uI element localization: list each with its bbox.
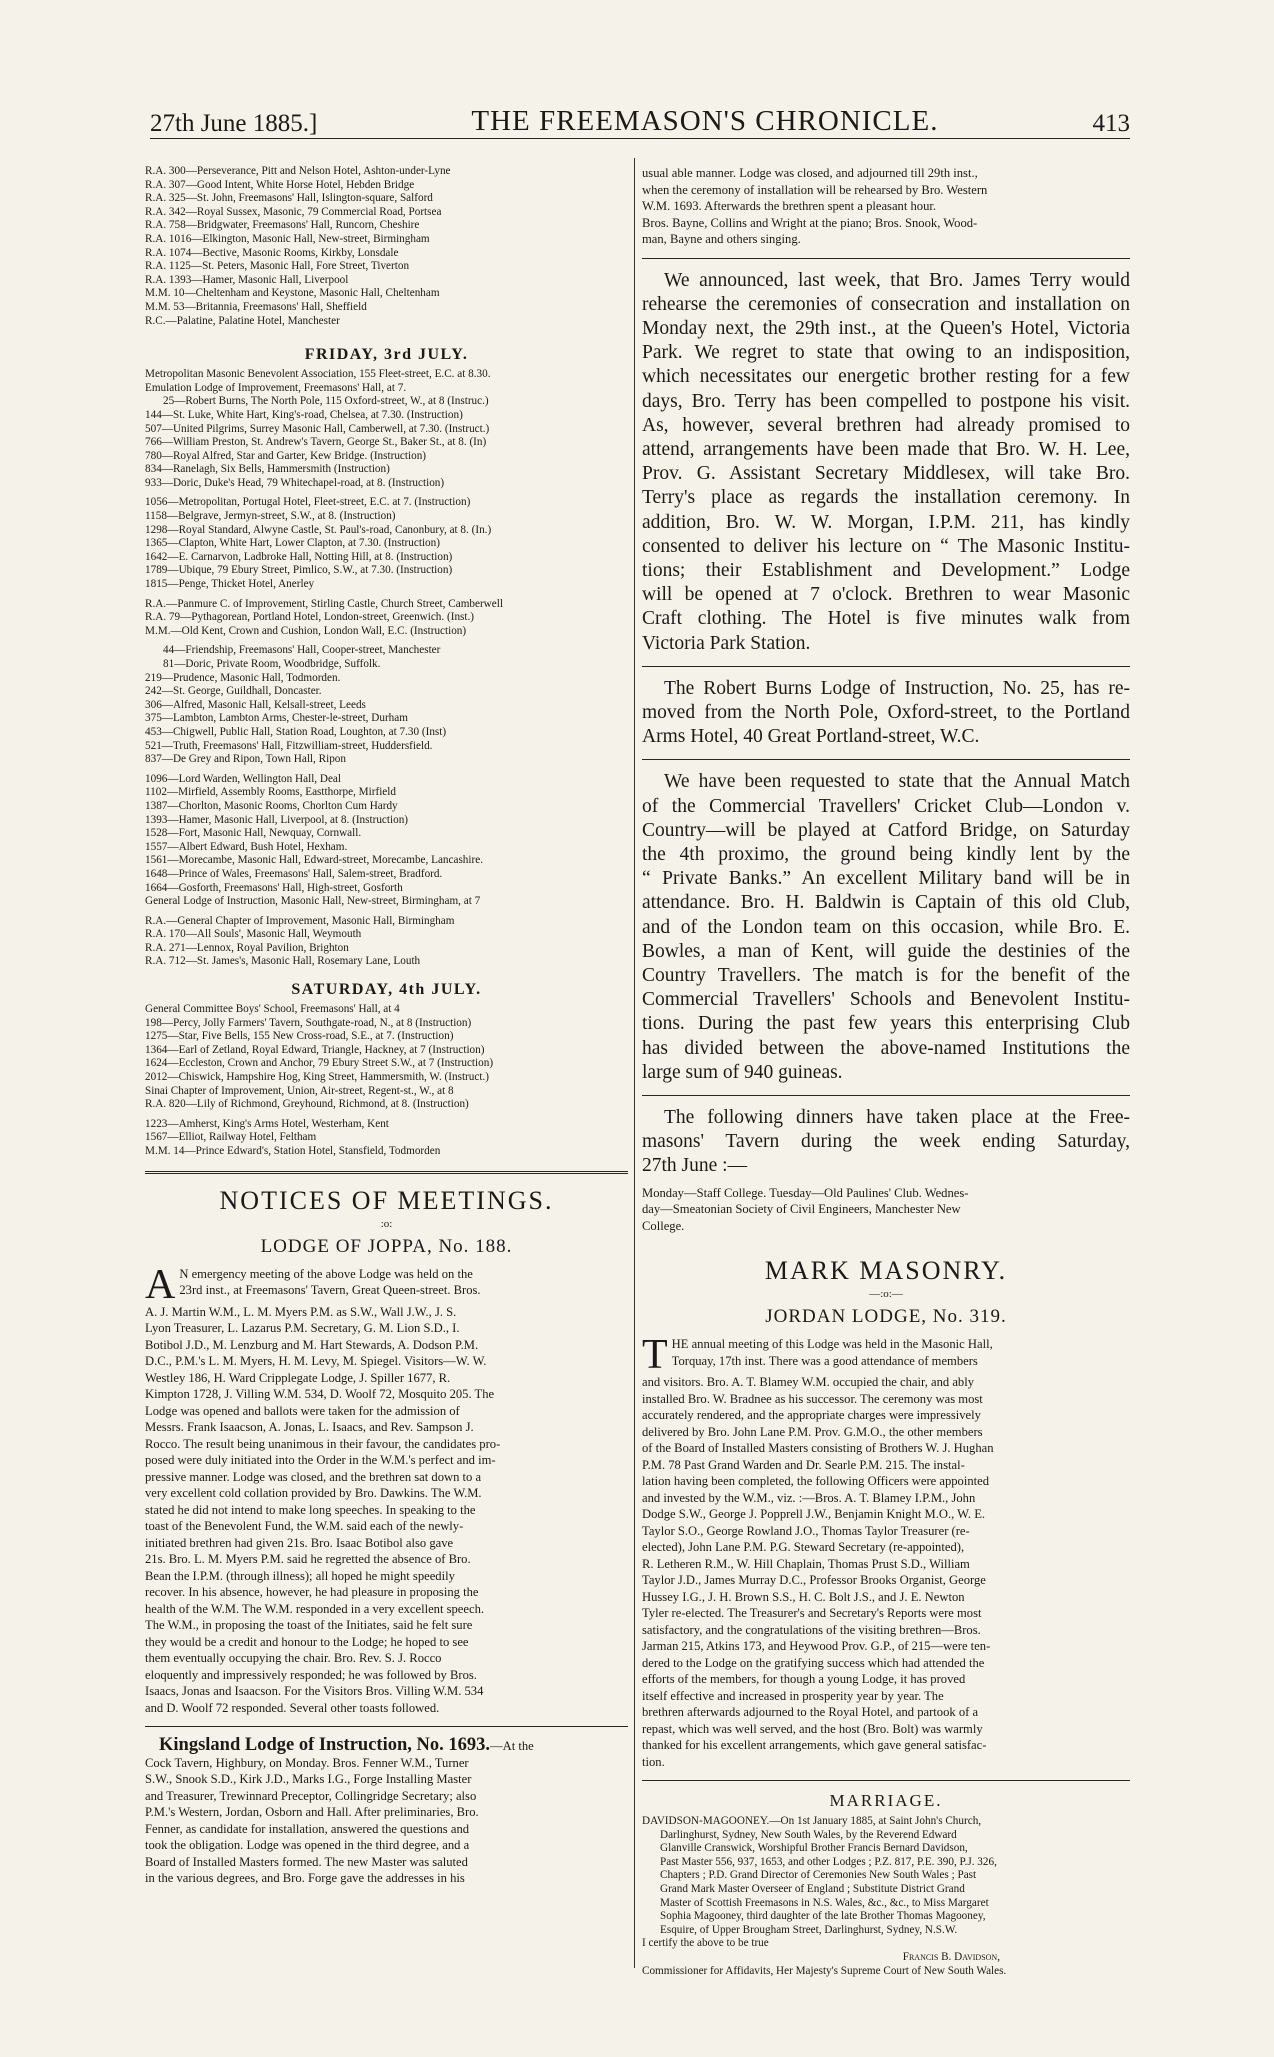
meeting-entry: 1557—Albert Edward, Bush Hotel, Hexham. [145, 840, 348, 853]
meeting-entry: R.A. 307—Good Intent, White Horse Hotel, Hebden Bridge [145, 178, 415, 191]
meeting-entry: 306—Alfred, Masonic Hall, Kelsall-street, Leeds [145, 698, 366, 711]
section-rule [145, 1171, 628, 1174]
jordan-article [642, 1332, 1130, 1770]
article-line: P.M. 78 Past Grand Warden and Dr. Searle P.M. 215. The instal- [642, 1457, 965, 1472]
jordan-lodge-heading: JORDAN LODGE, No. 319. [765, 1306, 1007, 1328]
notice-line: Past Master 556, 937, 1653, and other Lodges ; P.Z. 817, P.E. 390, P.J. 326, [660, 1855, 997, 1868]
meeting-entry: R.A. 300—Perseverance, Pitt and Nelson Hotel, Ashton-under-Lyne [145, 165, 451, 177]
meeting-entry: 507—United Pilgrims, Surrey Masonic Hall, Camberwell, at 7.30. (Instruct.) [145, 422, 490, 435]
article-line: initiated brethren had given 21s. Bro. Isaac Botibol also gave [145, 1535, 454, 1550]
article-line: rehearse the ceremonies of consecration and installation on [642, 293, 1130, 315]
article-line: N emergency meeting of the above Lodge was held on the [179, 1266, 473, 1281]
article-line: man, Bayne and others singing. [642, 232, 801, 246]
meeting-entry: 44—Friendship, Freemasons' Hall, Cooper-street, Manchester [163, 644, 441, 657]
notice-line: Grand Mark Master Overseer of England ; Substitute District Grand [660, 1883, 965, 1896]
article-line: College. [642, 1218, 685, 1233]
meeting-entry: R.A. 1125—St. Peters, Masonic Hall, Fore Street, Tiverton [145, 260, 410, 273]
article-line: will be opened at 7 o'clock. Brethren to wear Masonic [642, 584, 1130, 606]
meeting-entry: R.A. 170—All Souls', Masonic Hall, Weymouth [145, 928, 362, 941]
article-line: Westley 186, H. Ward Cripplegate Lodge, J. Spiller 1677, R. [145, 1370, 451, 1385]
article-line: of the Board of Installed Masters consisting of Brothers W. J. Hughan [642, 1441, 994, 1456]
masthead [150, 98, 1130, 139]
article-line: and Treasurer, Trewinnard Preceptor, Collingridge Secretary; also [145, 1788, 477, 1803]
notice-line: Chapters ; P.D. Grand Director of Ceremonies New South Wales ; Past [660, 1869, 977, 1882]
meeting-entry: R.C.—Palatine, Palatine Hotel, Manchester [145, 314, 340, 327]
article-line: tion. [642, 1754, 665, 1769]
article-line: Tyler re-elected. The Treasurer's and Secretary's Reports were most [642, 1606, 982, 1621]
article-line: tions; their Establishment and Development.” Lodge [642, 559, 1130, 581]
article-line: D.C., P.M.'s L. M. Myers, H. M. Levy, M. Spiegel. Visitors—W. W. [145, 1354, 487, 1369]
column-divider [634, 158, 635, 1968]
article-line: Lodge was opened and ballots were taken for the admission of [145, 1403, 460, 1418]
article-line: moved from the North Pole, Oxford-street, to the Portland [642, 701, 1130, 723]
article-line: posed were duly initiated into the Order in the W.M.'s perfect and im- [145, 1453, 496, 1468]
joppa-article [145, 1261, 628, 1717]
meeting-entry: 1393—Hamer, Masonic Hall, Liverpool, at 8. (Instruction) [145, 813, 409, 826]
article-line: Taylor J.D., James Murray D.C., Professor Brooks Organist, George [642, 1573, 986, 1588]
page-number: 413 [1092, 110, 1130, 137]
article-line: Messrs. Frank Isaacson, A. Jonas, L. Isaacs, and Rev. Sampson J. [145, 1420, 474, 1435]
article-line: tions. During the past few years this enterprising Club [642, 1013, 1130, 1035]
article-line: installed Bro. W. Bradnee as his successor. The ceremony was most [642, 1391, 983, 1406]
article-line: health of the W.M. The W.M. responded in a very excellent speech. [145, 1601, 485, 1616]
notice-line: Sophia Magooney, third daughter of the late Brother Thomas Magooney, [660, 1910, 986, 1923]
article-line: We announced, last week, that Bro. James Terry would [664, 269, 1130, 291]
friday-block-3 [145, 598, 628, 639]
article-line: We have been requested to state that the Annual Match [664, 771, 1130, 793]
left-column [145, 165, 628, 1887]
meeting-entry: Metropolitan Masonic Benevolent Association, 155 Fleet-street, E.C. at 8.30. [145, 368, 491, 381]
article-line: and D. Woolf 72 responded. Several other toasts followed. [145, 1700, 440, 1715]
article-line: the 4th proximo, the ground being kindly lent by the [642, 843, 1130, 865]
saturday-heading: SATURDAY, 4th JULY. [291, 981, 482, 999]
article-line: S.W., Snook S.D., Kirk J.D., Marks I.G., Forge Installing Master [145, 1772, 472, 1787]
article-line [145, 1737, 628, 1755]
notices-heading: NOTICES OF MEETINGS. [219, 1185, 554, 1215]
meeting-entry: 219—Prudence, Masonic Hall, Todmorden. [145, 671, 341, 684]
meeting-entry: M.M. 14—Prince Edward's, Station Hotel, Stansfield, Todmorden [145, 1145, 441, 1157]
meeting-entry: R.A. 79—Pythagorean, Portland Hotel, London-street, Greenwich. (Inst.) [145, 611, 475, 624]
article-line: P.M.'s Western, Jordan, Osborn and Hall. After preliminaries, Bro. [145, 1805, 479, 1820]
meeting-entry: R.A. 820—Lily of Richmond, Greyhound, Richmond, at 8. (Instruction) [145, 1098, 469, 1111]
meeting-entry: 1364—Earl of Zetland, Royal Edward, Triangle, Hackney, at 7 (Instruction) [145, 1043, 485, 1056]
meeting-entry: 81—Doric, Private Room, Woodbridge, Suffolk. [163, 658, 381, 670]
article-line: when the ceremony of installation will be rehearsed by Bro. Western [642, 182, 988, 197]
article-line: 27th June :— [642, 1155, 748, 1177]
publication-title: THE FREEMASON'S CHRONICLE. [471, 105, 939, 137]
article-line: pressive manner. Lodge was closed, and the brethren sat down to a [145, 1469, 482, 1484]
meeting-entry: 766—William Preston, St. Andrew's Tavern, George St., Baker St., at 8. (In) [145, 436, 487, 449]
meeting-entry: 1642—E. Carnarvon, Ladbroke Hall, Notting Hill, at 8. (Instruction) [145, 550, 453, 563]
meeting-entry: M.M.—Old Kent, Crown and Cushion, London Wall, E.C. (Instruction) [145, 624, 467, 637]
saturday-block-1 [145, 1003, 628, 1112]
meeting-entry: 2012—Chiswick, Hampshire Hog, King Street, Hammersmith, W. (Instruct.) [145, 1071, 489, 1084]
article-line: days, Bro. Terry has been compelled to postpone his visit. [642, 390, 1130, 412]
meeting-entry: 1056—Metropolitan, Portugal Hotel, Fleet-street, E.C. at 7. (Instruction) [145, 496, 471, 509]
article-line: As, however, several brethren had already promised to [642, 414, 1130, 436]
article-line: dered to the Lodge on the gratifying success which had attended the [642, 1655, 985, 1670]
article-line: masons' Tavern during the week ending Saturday, [642, 1131, 1130, 1153]
article-line: Country—will be played at Catford Bridge, on Saturday [642, 819, 1130, 841]
terry-notice [642, 269, 1130, 656]
article-line: very excellent cold collation provided by Bro. Dawkins. The W.M. [145, 1486, 482, 1501]
marriage-notice [642, 1815, 1130, 1978]
meeting-entry: General Lodge of Instruction, Masonic Hall, New-street, Birmingham, at 7 [145, 895, 481, 908]
commissioner-line: Commissioner for Affidavits, Her Majesty's Supreme Court of New South Wales. [642, 1964, 1007, 1977]
article-line: Terry's place as regards the installation ceremony. In [642, 487, 1130, 509]
article-line: recover. In his absence, however, he had pleasure in proposing the [145, 1585, 479, 1600]
meeting-entry: 242—St. George, Guildhall, Doncaster. [145, 685, 322, 698]
meeting-entry: 1365—Clapton, White Hart, Lower Clapton, at 7.30. (Instruction) [145, 537, 440, 550]
article-line: Rocco. The result being unanimous in their favour, the candidates pro- [145, 1436, 501, 1451]
meeting-entry: 1648—Prince of Wales, Freemasons' Hall, Salem-street, Bradford. [145, 867, 443, 880]
article-line: Jarman 215, Atkins 173, and Heywood Prov. G.P., of 215—were ten- [642, 1639, 991, 1654]
article-line: Bean the I.P.M. (through illness); all hoped he might speedily [145, 1568, 455, 1583]
article-line: took the obligation. Lodge was opened in the third degree, and a [145, 1838, 470, 1853]
meeting-entry: 144—St. Luke, White Hart, King's-road, Chelsea, at 7.30. (Instruction) [145, 408, 463, 421]
meeting-entry: 1102—Mirfield, Assembly Rooms, Eastthorpe, Mirfield [145, 786, 396, 799]
meeting-entry: 198—Percy, Jolly Farmers' Tavern, Southgate-road, N., at 8 (Instruction) [145, 1016, 472, 1029]
article-line: usual able manner. Lodge was closed, and adjourned till 29th inst., [642, 166, 978, 180]
meeting-entry: 1298—Royal Standard, Alwyne Castle, St. Paul's-road, Canonbury, at 8. (In.) [145, 523, 492, 536]
article-line: and invested by the W.M., viz. :—Bros. A. T. Blamey I.P.M., John [642, 1490, 976, 1505]
meeting-entry: R.A.—Panmure C. of Improvement, Stirling Castle, Church Street, Camberwell [145, 597, 503, 610]
drop-cap: A [145, 1261, 176, 1308]
article-line: W.M. 1693. Afterwards the brethren spent a pleasant hour. [642, 199, 937, 213]
article-line: Craft clothing. The Hotel is five minutes walk from [642, 608, 1130, 630]
ornament-divider: :o: [380, 1217, 393, 1230]
article-line: addition, Bro. W. W. Morgan, I.P.M. 211, has kindly [642, 511, 1130, 533]
article-line: attendance. Bro. H. Baldwin is Captain of this old Club, [642, 892, 1130, 914]
article-line: HE annual meeting of this Lodge was held in the Masonic Hall, [671, 1337, 993, 1352]
meeting-entry: R.A. 325—St. John, Freemasons' Hall, Islington-square, Salford [145, 192, 433, 205]
meeting-entry: 834—Ranelagh, Six Bells, Hammersmith (Instruction) [145, 463, 390, 476]
article-rule [642, 666, 1130, 667]
meeting-entry: 933—Doric, Duke's Head, 79 Whitechapel-road, at 8. (Instruction) [145, 476, 445, 489]
article-line: Lyon Treasurer, L. Lazarus P.M. Secretary, G. M. Lion S.D., I. [145, 1321, 460, 1336]
saturday-block-2 [145, 1118, 628, 1159]
article-line: efforts of the members, for though a young Lodge, it has proved [642, 1672, 966, 1687]
article-rule [642, 258, 1130, 259]
friday-block-2 [145, 496, 628, 591]
cricket-notice [642, 770, 1130, 1085]
kingsland-title: Kingsland Lodge of Instruction, No. 1693. [159, 1737, 490, 1755]
article-line: large sum of 940 guineas. [642, 1061, 843, 1083]
meeting-entry: Sinai Chapter of Improvement, Union, Air-street, Regent-st., W., at 8 [145, 1084, 454, 1097]
issue-date: 27th June 1885.] [150, 110, 318, 137]
notice-line: Darlinghurst, Sydney, New South Wales, by the Reverend Edward [660, 1828, 957, 1841]
article-rule [145, 1726, 628, 1727]
article-line: Board of Installed Masters formed. The new Master was saluted [145, 1854, 468, 1869]
article-line: Victoria Park Station. [642, 632, 811, 654]
article-line: in the various degrees, and Bro. Forge gave the addresses in his [145, 1871, 465, 1886]
meeting-entry: 1096—Lord Warden, Wellington Hall, Deal [145, 772, 342, 785]
article-line: stated he did not intend to make long speeches. In speaking to the [145, 1502, 476, 1517]
article-line: R. Letheren R.M., W. Hill Chaplain, Thomas Prust S.D., William [642, 1556, 970, 1571]
article-line: which necessitates our energetic brother resting for a few [642, 366, 1130, 388]
meeting-entry: 521—Truth, Freemasons' Hall, Fitzwilliam-street, Huddersfield. [145, 739, 433, 752]
article-line: brethren afterwards adjourned to the Royal Hotel, and partook of a [642, 1705, 979, 1720]
article-line: Hussey I.G., J. H. Brown S.S., H. C. Bolt J.S., and J. E. Newton [642, 1589, 965, 1604]
article-line: 23rd inst., at Freemasons' Tavern, Great Queen-street. Bros. [179, 1283, 481, 1298]
article-rule [642, 759, 1130, 760]
meeting-entry: 1387—Chorlton, Masonic Rooms, Chorlton Cum Hardy [145, 799, 398, 812]
article-line: thanked for his excellent arrangements, which gave general satisfac- [642, 1738, 987, 1753]
meeting-entry: Emulation Lodge of Improvement, Freemasons' Hall, at 7. [145, 381, 407, 394]
ornament-divider: —:o:— [869, 1288, 903, 1301]
marriage-heading: MARRIAGE. [829, 1791, 943, 1811]
article-line: and of the London team on this occasion, while Bro. E. [642, 916, 1130, 938]
article-line: Monday next, the 29th inst., at the Queen's Hotel, Victoria [642, 317, 1130, 339]
article-line: consented to deliver his lecture on “ The Masonic Institu- [642, 535, 1130, 557]
meeting-entry: R.A. 758—Bridgwater, Freemasons' Hall, Runcorn, Cheshire [145, 219, 420, 232]
article-line: Botibol J.D., M. Lenzburg and M. Hart Stewards, A. Dodson P.M. [145, 1337, 479, 1352]
notice-line: DAVIDSON-MAGOONEY.—On 1st January 1885, at Saint John's Church, [642, 1815, 982, 1828]
article-line: Torquay, 17th inst. There was a good attendance of members [671, 1353, 978, 1368]
article-line: Arms Hotel, 40 Great Portland-street, W.C. [642, 726, 980, 748]
article-line: Prov. G. Assistant Secretary Middlesex, will take Bro. [642, 463, 1130, 485]
article-line: Bros. Bayne, Collins and Wright at the piano; Bros. Snook, Wood- [642, 215, 978, 230]
article-line: toast of the Benevolent Fund, the W.M. said each of the newly- [145, 1519, 464, 1534]
meeting-entry: 25—Robert Burns, The North Pole, 115 Oxford-street, W., at 8 (Instruc.) [163, 395, 489, 408]
friday-block-6 [145, 915, 628, 969]
article-line: elected), John Lane P.M. P.G. Steward Secretary (re-appointed), [642, 1540, 965, 1555]
notice-line: Esquire, of Upper Brougham Street, Darlinghurst, Sydney, N.S.W. [660, 1923, 958, 1936]
right-column [642, 165, 1130, 1978]
article-line: Bowles, a man of Kent, will guide the destinies of the [642, 940, 1130, 962]
meeting-entry: General Committee Boys' School, Freemasons' Hall, at 4 [145, 1003, 400, 1016]
meeting-entry: 1624—Eccleston, Crown and Anchor, 79 Ebury Street S.W., at 7 (Instruction) [145, 1057, 494, 1070]
meeting-entry: 1223—Amherst, King's Arms Hotel, Westerham, Kent [145, 1117, 389, 1130]
article-line: repast, which was well served, and the host (Bro. Bolt) was warmly [642, 1721, 983, 1736]
article-line: itself effective and increased in prosperity year by year. The [642, 1688, 944, 1703]
meeting-entry: 1664—Gosforth, Freemasons' Hall, High-street, Gosforth [145, 881, 403, 894]
article-line: of the Commercial Travellers' Cricket Club—London v. [642, 795, 1130, 817]
article-line: Dodge S.W., George J. Popprell J.W., Benjamin Knight M.O., W. E. [642, 1507, 986, 1522]
thursday-list-tail [145, 165, 628, 328]
kingsland-title-tail: —At the [490, 1739, 534, 1754]
article-line: they would be a credit and honour to the Lodge; he hoped to see [145, 1634, 469, 1649]
meeting-entry: 1528—Fort, Masonic Hall, Newquay, Cornwall. [145, 827, 362, 840]
meeting-entry: R.A. 1393—Hamer, Masonic Hall, Liverpool [145, 273, 349, 286]
notice-line: Master of Scottish Freemasons in N.S. Wales, &c., &c., to Miss Margaret [660, 1896, 989, 1909]
mark-masonry-heading: MARK MASONRY. [764, 1256, 1008, 1286]
meeting-entry: R.A. 1016—Elkington, Masonic Hall, New-street, Birmingham [145, 232, 430, 245]
article-line: Taylor S.O., George Rowland J.O., Thomas Taylor Treasurer (re- [642, 1523, 970, 1538]
article-line: delivered by Bro. John Lane P.M. Prov. G.M.O., the other members [642, 1424, 983, 1439]
article-line: Park. We regret to state that owing to an indisposition, [642, 342, 1130, 364]
meeting-entry: 375—Lambton, Lambton Arms, Chester-le-street, Durham [145, 712, 408, 725]
article-line: The Robert Burns Lodge of Instruction, No. 25, has re- [664, 677, 1130, 699]
kingsland-article [145, 1737, 628, 1887]
meeting-entry: R.A. 1074—Bective, Masonic Rooms, Kirkby, Lonsdale [145, 246, 399, 259]
article-line: A. J. Martin W.M., L. M. Myers P.M. as S.W., Wall J.W., J. S. [145, 1304, 457, 1319]
joppa-heading: LODGE OF JOPPA, No. 188. [260, 1235, 513, 1257]
certification-line: I certify the above to be true [642, 1937, 769, 1950]
friday-heading: FRIDAY, 3rd JULY. [304, 346, 469, 364]
burns-notice [642, 677, 1130, 750]
article-line: eloquently and impressively responded; he was followed by Bros. [145, 1667, 477, 1682]
meeting-entry: M.M. 10—Cheltenham and Keystone, Masonic Hall, Cheltenham [145, 287, 440, 300]
article-rule [642, 1780, 1130, 1781]
article-line: Fenner, as candidate for installation, answered the questions and [145, 1821, 470, 1836]
article-line: Commercial Travellers' Schools and Benevolent Institu- [642, 989, 1130, 1011]
article-line: The following dinners have taken place at the Free- [664, 1107, 1130, 1128]
drop-cap: T [642, 1332, 668, 1379]
meeting-entry: 453—Chigwell, Public Hall, Station Road, Loughton, at 7.30 (Inst) [145, 725, 447, 738]
meeting-entry: R.A. 271—Lennox, Royal Pavilion, Brighton [145, 941, 349, 954]
article-rule [642, 1095, 1130, 1096]
dinners-notice [642, 1106, 1130, 1234]
meeting-entry: 1561—Morecambe, Masonic Hall, Edward-street, Morecambe, Lancashire. [145, 854, 483, 867]
meeting-entry: 1158—Belgrave, Jermyn-street, S.W., at 8. (Instruction) [145, 510, 396, 523]
article-line: Isaacs, Jonas and Isaacson. For the Visitors Bros. Villing W.M. 534 [145, 1684, 484, 1699]
article-line: has divided between the above-named Institutions the [642, 1037, 1130, 1059]
meeting-entry: 1567—Elliot, Railway Hotel, Feltham [145, 1131, 317, 1144]
article-line: Monday—Staff College. Tuesday—Old Paulines' Club. Wednes- [642, 1185, 969, 1200]
article-line: accurately rendered, and the appropriate charges were impressively [642, 1408, 981, 1423]
notice-line: Glanville Cranswick, Worshipful Brother Francis Bernard Davidson, [660, 1842, 968, 1855]
friday-block-1 [145, 368, 628, 490]
article-line: them eventually occupying the chair. Bro. Rev. S. J. Rocco [145, 1651, 442, 1666]
friday-block-5 [145, 773, 628, 909]
meeting-entry: 1815—Penge, Thicket Hotel, Anerley [145, 578, 315, 591]
article-line: The W.M., in proposing the toast of the Initiates, said he felt sure [145, 1618, 473, 1633]
article-line: lation having been completed, the following Officers were appointed [642, 1474, 990, 1489]
article-line: day—Smeatonian Society of Civil Engineers, Manchester New [642, 1202, 961, 1217]
meeting-entry: R.A.—General Chapter of Improvement, Masonic Hall, Birmingham [145, 914, 455, 927]
meeting-entry: 837—De Grey and Ripon, Town Hall, Ripon [145, 753, 346, 766]
article-line: Kimpton 1728, J. Villing W.M. 534, D. Woolf 72, Mosquito 205. The [145, 1387, 495, 1402]
meeting-entry: R.A. 342—Royal Sussex, Masonic, 79 Commercial Road, Portsea [145, 205, 442, 218]
meeting-entry: 780—Royal Alfred, Star and Garter, Kew Bridge. (Instruction) [145, 449, 427, 462]
meeting-entry: R.A. 712—St. James's, Masonic Hall, Rosemary Lane, Louth [145, 955, 421, 968]
article-line: Cock Tavern, Highbury, on Monday. Bros. Fenner W.M., Turner [145, 1755, 469, 1770]
kingsland-continuation [642, 165, 1130, 248]
article-line: “ Private Banks.” An excellent Military band will be in [642, 868, 1130, 890]
meeting-entry: M.M. 53—Britannia, Freemasons' Hall, Sheffield [145, 300, 367, 313]
article-line: Country Travellers. The match is for the benefit of the [642, 964, 1130, 986]
signature-name: Francis B. Davidson, [902, 1951, 1000, 1964]
article-line: and visitors. Bro. A. T. Blamey W.M. occupied the chair, and ably [642, 1375, 975, 1390]
article-line: satisfactory, and the congratulations of the visiting brethren—Bros. [642, 1622, 981, 1637]
meeting-entry: 1275—Star, Five Bells, 155 New Cross-road, S.E., at 7. (Instruction) [145, 1030, 454, 1043]
article-line: 21s. Bro. L. M. Myers P.M. said he regretted the absence of Bro. [145, 1552, 471, 1567]
meeting-entry: 1789—Ubique, 79 Ebury Street, Pimlico, S.W., at 7.30. (Instruction) [145, 564, 453, 577]
friday-block-4 [145, 644, 628, 766]
article-line: attend, arrangements have been made that Bro. W. H. Lee, [642, 438, 1130, 460]
